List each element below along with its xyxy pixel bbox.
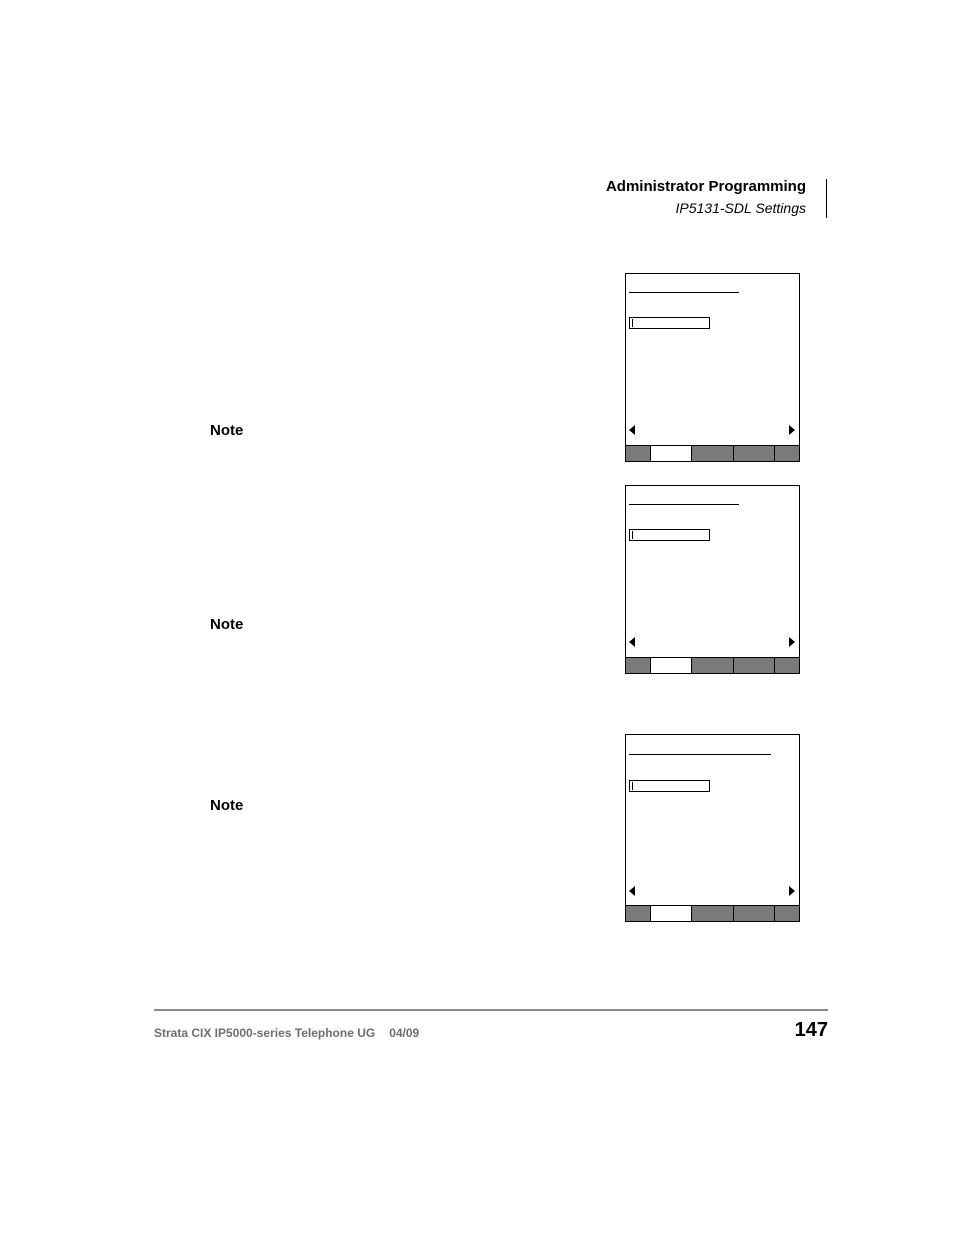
document-date: 04/09 xyxy=(389,1026,420,1040)
softkey-3[interactable] xyxy=(692,446,734,461)
right-arrow-icon xyxy=(789,886,795,896)
softkey-1[interactable] xyxy=(626,446,651,461)
display-input-field[interactable] xyxy=(629,317,710,329)
page-number: 147 xyxy=(794,1019,828,1041)
left-arrow-icon xyxy=(629,886,635,896)
softkey-bar xyxy=(626,657,799,673)
right-arrow-icon xyxy=(789,637,795,647)
page-header xyxy=(606,177,816,219)
note-label-2: Note xyxy=(210,616,244,633)
softkey-4[interactable] xyxy=(734,446,775,461)
text-cursor xyxy=(632,531,633,539)
phone-display-1 xyxy=(625,273,800,462)
softkey-5[interactable] xyxy=(775,906,799,921)
document-title: Strata CIX IP5000-series Telephone UG xyxy=(154,1026,376,1040)
softkey-4[interactable] xyxy=(734,906,775,921)
softkey-bar xyxy=(626,445,799,461)
note-label-1: Note xyxy=(210,422,244,439)
footer-text xyxy=(154,1026,419,1040)
softkey-2[interactable] xyxy=(651,658,692,673)
text-cursor xyxy=(632,319,633,327)
section-subtitle: IP5131-SDL Settings xyxy=(675,200,806,216)
phone-display-3 xyxy=(625,734,800,922)
section-title: Administrator Programming xyxy=(605,178,806,195)
left-arrow-icon xyxy=(629,425,635,435)
softkey-2[interactable] xyxy=(651,446,692,461)
note-label-3: Note xyxy=(210,797,244,814)
left-arrow-icon xyxy=(629,637,635,647)
text-cursor xyxy=(632,782,633,790)
display-title-line xyxy=(629,754,771,755)
footer-divider xyxy=(154,1009,828,1011)
softkey-2[interactable] xyxy=(651,906,692,921)
phone-display-2 xyxy=(625,485,800,674)
header-divider xyxy=(826,179,827,218)
softkey-1[interactable] xyxy=(626,906,651,921)
softkey-3[interactable] xyxy=(692,906,734,921)
softkey-4[interactable] xyxy=(734,658,775,673)
softkey-1[interactable] xyxy=(626,658,651,673)
softkey-5[interactable] xyxy=(775,658,799,673)
display-title-line xyxy=(629,292,739,293)
display-title-line xyxy=(629,504,739,505)
display-input-field[interactable] xyxy=(629,529,710,541)
softkey-3[interactable] xyxy=(692,658,734,673)
softkey-bar xyxy=(626,905,799,921)
display-input-field[interactable] xyxy=(629,780,710,792)
softkey-5[interactable] xyxy=(775,446,799,461)
right-arrow-icon xyxy=(789,425,795,435)
